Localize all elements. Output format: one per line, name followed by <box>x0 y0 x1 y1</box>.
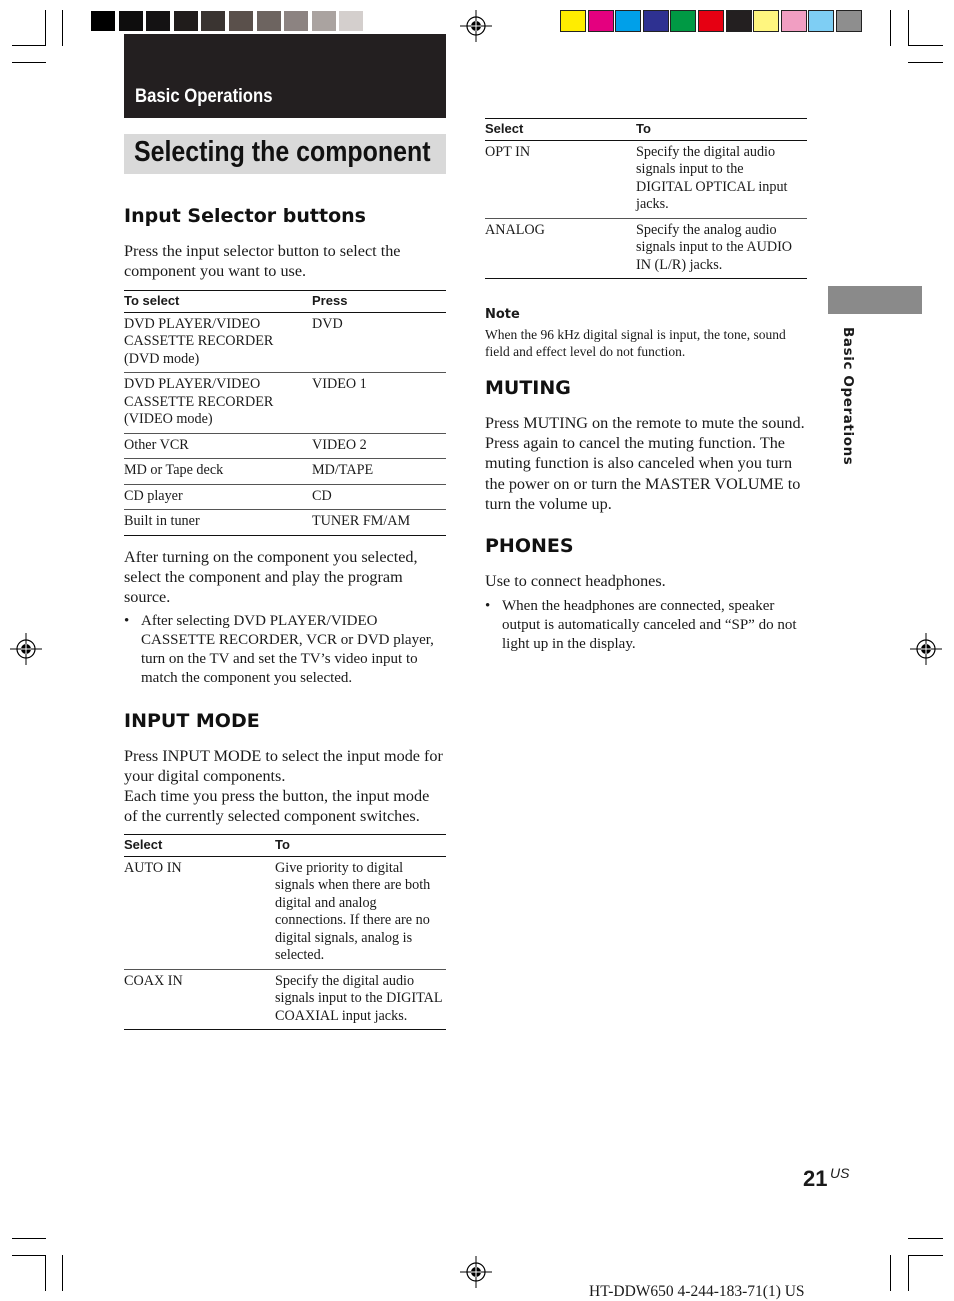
table-row <box>124 484 446 510</box>
crop-mark <box>12 1238 46 1239</box>
input-mode-table-continued <box>485 118 807 279</box>
table-cell: Specify the digital audio signals input to the DIGITAL OPTICAL input jacks. <box>636 140 807 218</box>
crop-mark <box>62 10 63 46</box>
crop-mark <box>908 1238 943 1239</box>
crop-mark <box>12 1255 46 1256</box>
color-swatch <box>808 10 834 32</box>
input-selector-intro: Press the input selector button to select the component you want to use. <box>124 242 401 281</box>
color-swatch <box>670 10 696 32</box>
color-swatch <box>283 10 309 32</box>
color-swatch <box>615 10 641 32</box>
phones-text: Use to connect headphones. <box>485 572 666 590</box>
table-cell: DVD PLAYER/VIDEO CASSETTE RECORDER (VIDEO mode) <box>124 373 312 434</box>
column-header: Select <box>485 119 636 141</box>
color-swatch <box>311 10 337 32</box>
color-swatch <box>173 10 199 32</box>
table-row <box>124 969 446 1030</box>
note-text: When the 96 kHz digital signal is input, the tone, sound field and effect level do not function. <box>485 327 786 359</box>
color-swatch <box>145 10 171 32</box>
phones-heading: PHONES <box>485 535 574 557</box>
bullet-item: • When the headphones are connected, speaker output is automatically canceled and “SP” do not light up in the display. <box>485 597 807 657</box>
color-swatch <box>256 10 282 32</box>
table-cell: TUNER FM/AM <box>312 510 446 536</box>
table-row <box>124 433 446 459</box>
note-heading: Note <box>485 307 520 322</box>
table-row <box>124 459 446 485</box>
registration-mark-icon <box>10 633 42 665</box>
table-cell: Built in tuner <box>124 510 312 536</box>
crop-mark <box>62 1255 63 1291</box>
table-cell: COAX IN <box>124 969 275 1030</box>
crop-mark <box>45 10 46 46</box>
table-row <box>124 510 446 536</box>
table-cell: AUTO IN <box>124 856 275 969</box>
crop-mark <box>890 10 891 46</box>
color-swatch <box>643 10 669 32</box>
bullet-text: After selecting DVD PLAYER/VIDEO CASSETTE RECORDER, VCR or DVD player, turn on the TV and set the TV’s video input to match the component you selected. <box>141 613 434 686</box>
muting-text: Press MUTING on the remote to mute the sound. Press again to cancel the muting function. The muting function is also canceled when you turn the power on or turn the MASTER VOLUME to turn the volume up. <box>485 414 805 513</box>
footer-model-code: HT-DDW650 4-244-183-71(1) US <box>589 1283 805 1300</box>
table-row <box>485 218 807 279</box>
registration-mark-icon <box>910 633 942 665</box>
crop-mark <box>908 45 943 46</box>
color-swatch <box>366 10 392 32</box>
crop-mark <box>908 10 909 46</box>
column-header: To <box>636 119 807 141</box>
color-swatch <box>90 10 116 32</box>
after-selection-text: After turning on the component you selected, select the component and play the program source. <box>124 548 418 607</box>
bullet-text: When the headphones are connected, speaker output is automatically canceled and “SP” do not light up in the display. <box>502 598 797 652</box>
color-swatch <box>560 10 586 32</box>
table-cell: ANALOG <box>485 218 636 279</box>
side-tab-label: Basic Operations <box>840 327 856 466</box>
muting-heading: MUTING <box>485 377 571 399</box>
table-cell: DVD PLAYER/VIDEO CASSETTE RECORDER (DVD mode) <box>124 312 312 373</box>
section-label: Basic Operations <box>135 86 273 107</box>
table-row <box>124 312 446 373</box>
table-cell: MD/TAPE <box>312 459 446 485</box>
table-cell: MD or Tape deck <box>124 459 312 485</box>
color-swatch <box>753 10 779 32</box>
crop-mark <box>45 1255 46 1291</box>
page-title: Selecting the component <box>134 136 431 168</box>
registration-mark-icon <box>460 10 492 42</box>
page-number: 21 <box>803 1166 828 1191</box>
color-swatch <box>200 10 226 32</box>
input-mode-intro: Press INPUT MODE to select the input mode for your digital components. <box>124 747 443 786</box>
color-bar <box>560 10 864 32</box>
input-mode-intro-2: Each time you press the button, the input mode of the currently selected component switches. <box>124 787 430 826</box>
color-swatch <box>228 10 254 32</box>
registration-mark-icon <box>460 1256 492 1288</box>
bullet-item: • After selecting DVD PLAYER/VIDEO CASSETTE RECORDER, VCR or DVD player, turn on the TV and set the TV’s video input to match the component you selected. <box>124 613 434 686</box>
crop-mark <box>908 62 943 63</box>
input-selector-heading: Input Selector buttons <box>124 205 366 227</box>
crop-mark <box>890 1255 891 1291</box>
table-cell: VIDEO 1 <box>312 373 446 434</box>
color-swatch <box>726 10 752 32</box>
color-swatch <box>338 10 364 32</box>
table-cell: Specify the digital audio signals input to the DIGITAL COAXIAL input jacks. <box>275 969 446 1030</box>
grayscale-bar <box>90 10 394 32</box>
table-cell: CD player <box>124 484 312 510</box>
page-number-suffix: US <box>830 1165 850 1181</box>
color-swatch <box>118 10 144 32</box>
column-header: To select <box>124 291 312 313</box>
table-cell: CD <box>312 484 446 510</box>
crop-mark <box>12 45 46 46</box>
color-swatch <box>836 10 862 32</box>
table-cell: DVD <box>312 312 446 373</box>
table-row <box>124 373 446 434</box>
column-header: Select <box>124 835 275 857</box>
input-selector-table <box>124 290 446 536</box>
table-cell: Specify the analog audio signals input to the AUDIO IN (L/R) jacks. <box>636 218 807 279</box>
column-header: To <box>275 835 446 857</box>
crop-mark <box>908 1255 909 1291</box>
table-cell: VIDEO 2 <box>312 433 446 459</box>
color-swatch <box>781 10 807 32</box>
crop-mark <box>908 1255 943 1256</box>
table-cell: Give priority to digital signals when there are both digital and analog connections. If there are no digital signals, analog is selected. <box>275 856 446 969</box>
input-mode-table <box>124 834 446 1030</box>
color-swatch <box>698 10 724 32</box>
table-cell: OPT IN <box>485 140 636 218</box>
column-header: Press <box>312 291 446 313</box>
table-row <box>485 140 807 218</box>
table-cell: Other VCR <box>124 433 312 459</box>
side-tab <box>828 286 922 314</box>
crop-mark <box>12 62 46 63</box>
color-swatch <box>588 10 614 32</box>
input-mode-heading: INPUT MODE <box>124 710 260 732</box>
table-row <box>124 856 446 969</box>
